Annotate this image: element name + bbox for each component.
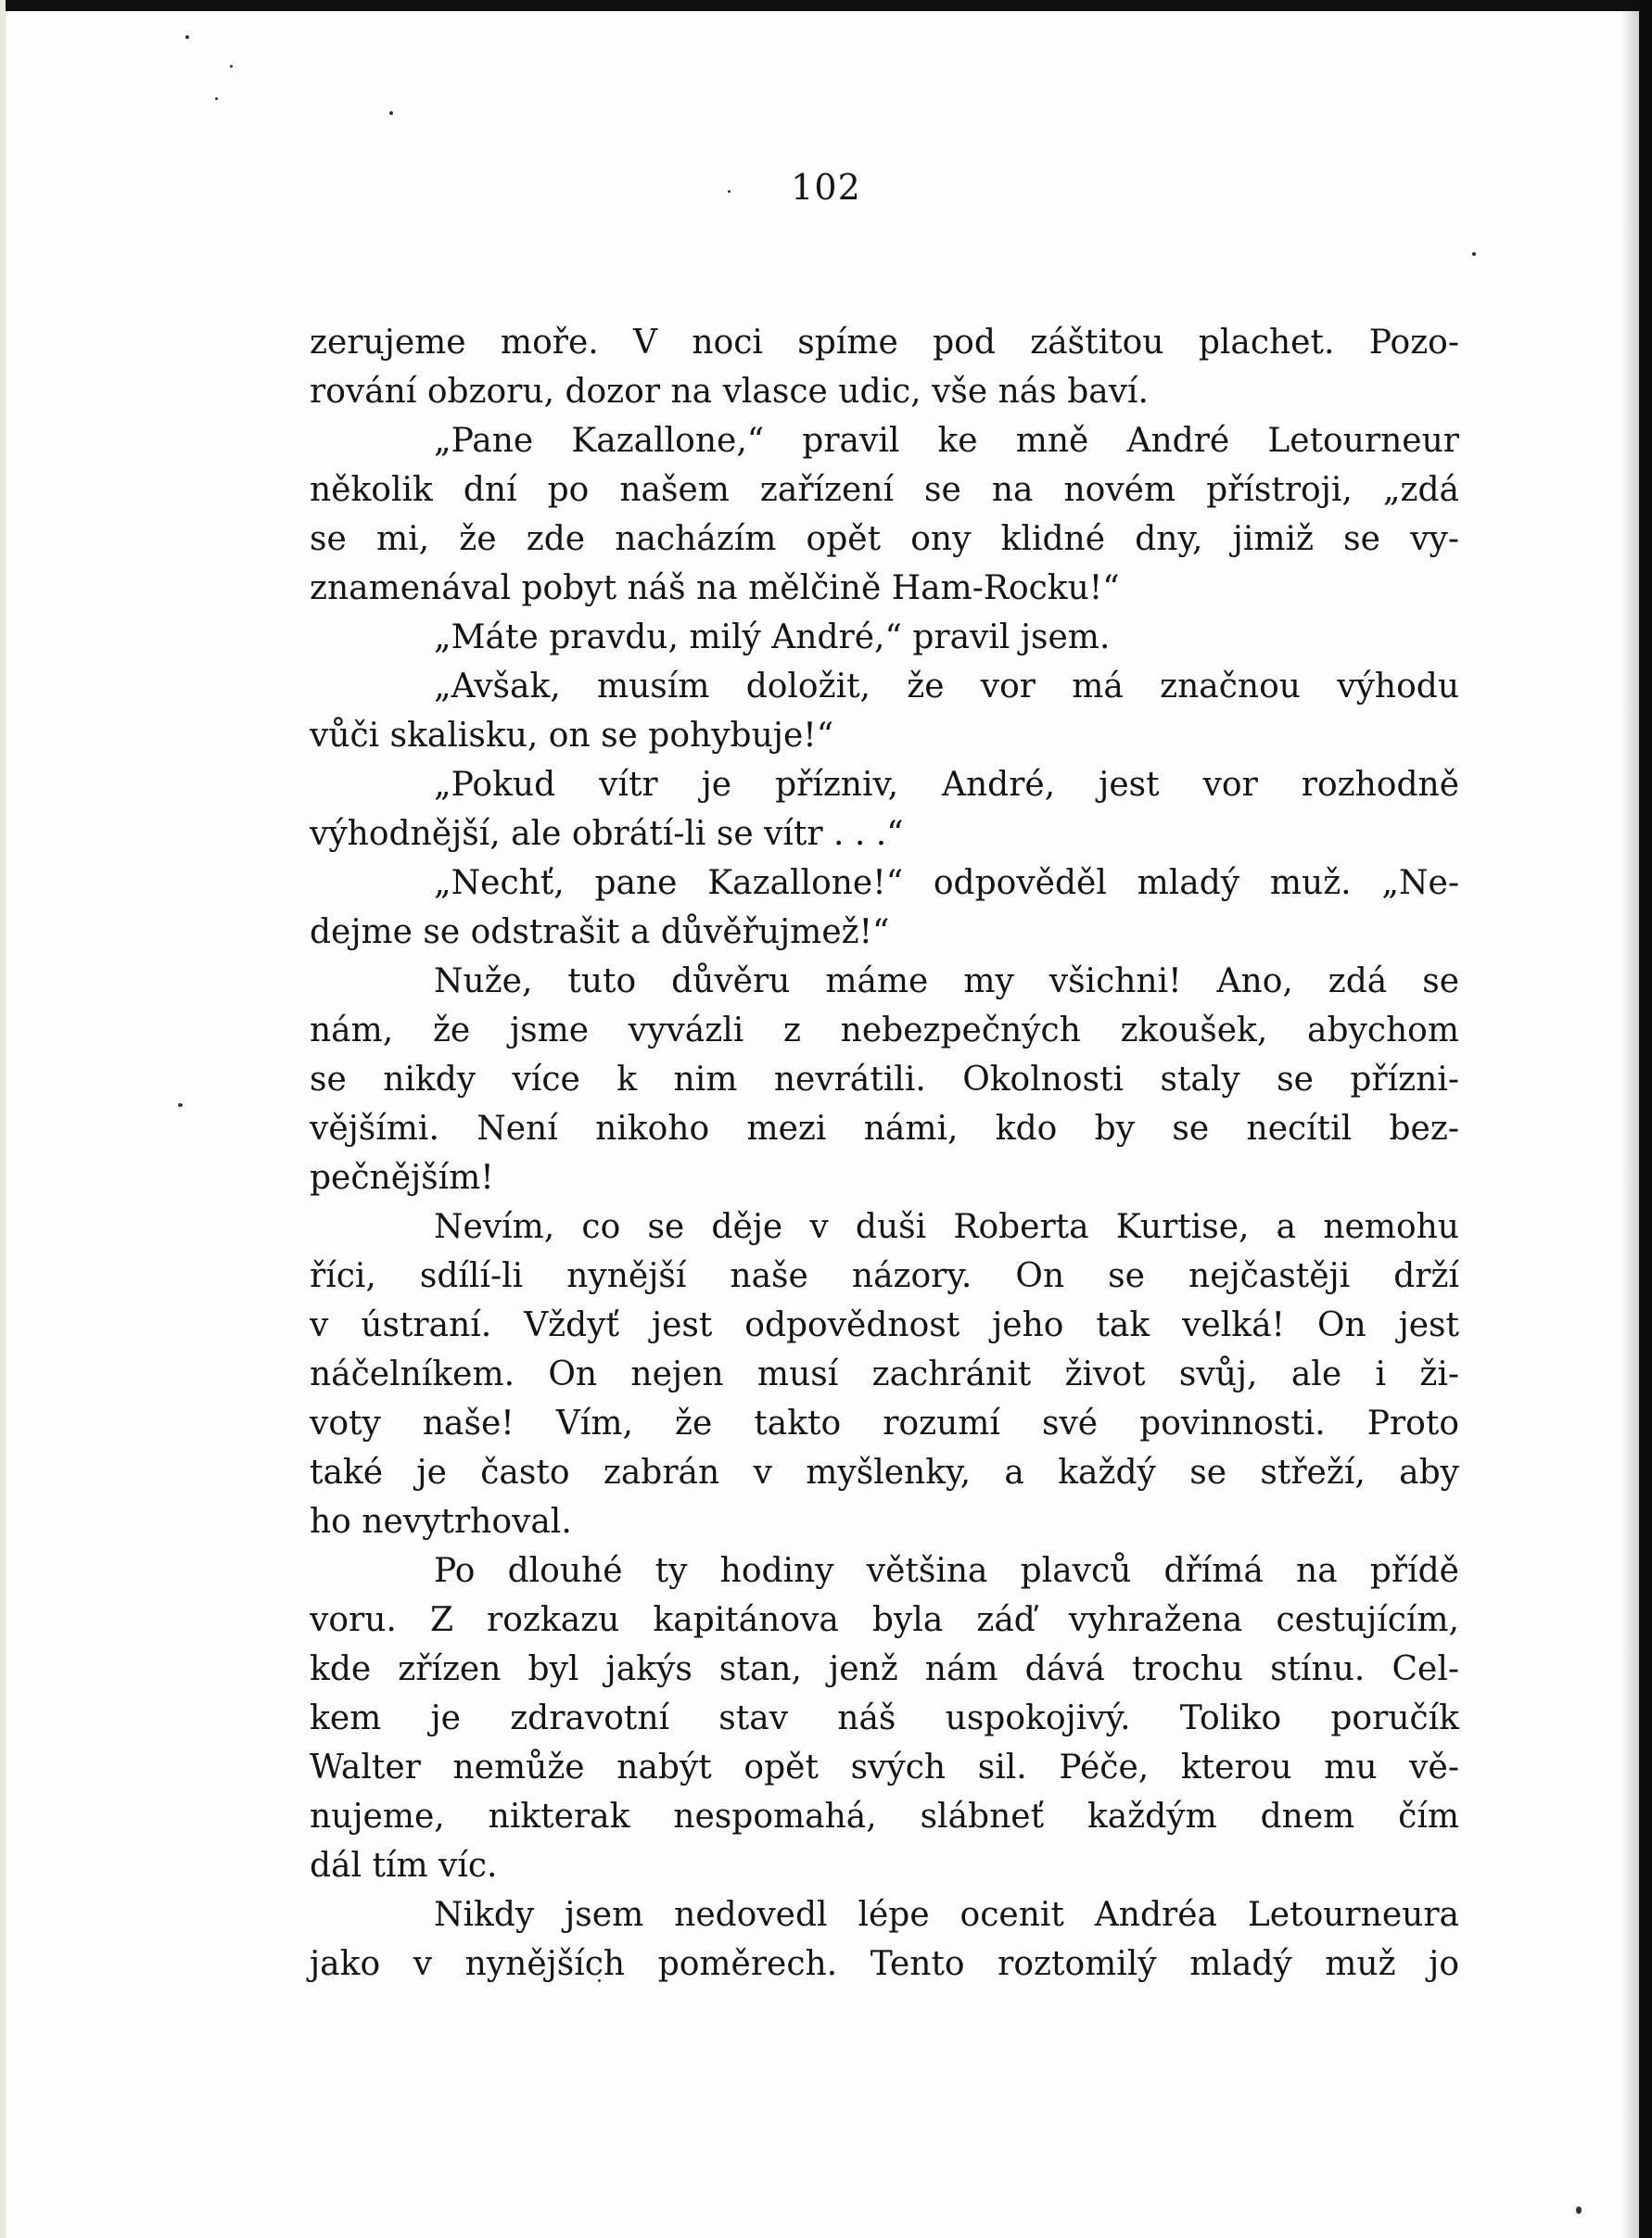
scan-border-left bbox=[0, 0, 6, 2238]
text-line: několik dní po našem zařízení se na novém přístroji, „zdá bbox=[310, 471, 1459, 509]
text-line: nujeme, nikterak nespomahá, slábneť každým dnem čím bbox=[310, 1798, 1459, 1836]
text-line: jako v nynějších poměrech. Tento roztomilý mladý muž jo bbox=[310, 1945, 1459, 1983]
text-line: také je často zabrán v myšlenky, a každý se střeží, aby bbox=[310, 1454, 1459, 1492]
text-line: v ústraní. Vždyť jest odpovědnost jeho tak velká! On jest bbox=[310, 1306, 1459, 1344]
text-line: výhodnější, ale obrátí-li se vítr . . .“ bbox=[310, 815, 904, 853]
text-line: vějšími. Není nikoho mezi námi, kdo by se necítil bez- bbox=[310, 1110, 1459, 1148]
scan-speck bbox=[1576, 2206, 1582, 2214]
text-line: voty naše! Vím, že takto rozumí své povinnosti. Proto bbox=[310, 1405, 1459, 1443]
text-line: dejme se odstrašit a důvěřujmež!“ bbox=[310, 913, 890, 951]
scan-speck bbox=[215, 97, 218, 100]
text-line: říci, sdílí-li nynější naše názory. On se nejčastěji drží bbox=[310, 1257, 1459, 1295]
text-line: „Nechť, pane Kazallone!“ odpověděl mladý muž. „Ne- bbox=[434, 864, 1459, 902]
scan-border-top bbox=[0, 0, 1652, 11]
text-line: Po dlouhé ty hodiny většina plavců dřímá na přídě bbox=[434, 1552, 1459, 1590]
text-line: vůči skalisku, on se pohybuje!“ bbox=[310, 717, 834, 755]
text-line: pečnějším! bbox=[310, 1159, 494, 1197]
scan-border-right bbox=[1639, 0, 1652, 2238]
body-text bbox=[310, 318, 1459, 1989]
text-line: Nuže, tuto důvěru máme my všichni! Ano, zdá se bbox=[434, 962, 1459, 1000]
scan-speck bbox=[185, 35, 189, 39]
text-line: se mi, že zde nacházím opět ony klidné dny, jimiž se vy- bbox=[310, 520, 1459, 558]
scan-shadow-right bbox=[1620, 0, 1639, 2238]
text-line: kem je zdravotní stav náš uspokojivý. Toliko poručík bbox=[310, 1699, 1459, 1737]
text-line: rování obzoru, dozor na vlasce udic, vše nás baví. bbox=[310, 373, 1149, 411]
text-line: „Pokud vítr je přízniv, André, jest vor rozhodně bbox=[434, 766, 1459, 804]
text-line: znamenával pobyt náš na mělčině Ham-Rocku!“ bbox=[310, 569, 1120, 607]
text-line: náčelníkem. On nejen musí zachránit život svůj, ale i ži- bbox=[310, 1355, 1459, 1393]
text-line: zerujeme moře. V noci spíme pod záštitou plachet. Pozo- bbox=[310, 324, 1459, 362]
page-number: 102 bbox=[791, 167, 861, 208]
text-line: Walter nemůže nabýt opět svých sil. Péče, kterou mu vě- bbox=[310, 1748, 1459, 1787]
text-line: Nevím, co se děje v duši Roberta Kurtise, a nemohu bbox=[434, 1208, 1459, 1246]
text-line: „Avšak, musím doložit, že vor má značnou výhodu bbox=[434, 668, 1459, 706]
text-line: nám, že jsme vyvázli z nebezpečných zkoušek, abychom bbox=[310, 1011, 1459, 1049]
scan-speck bbox=[178, 1103, 183, 1107]
scan-speck bbox=[389, 111, 393, 115]
scan-speck bbox=[230, 65, 233, 68]
text-line: „Máte pravdu, milý André,“ pravil jsem. bbox=[434, 618, 1111, 656]
text-line: „Pane Kazallone,“ pravil ke mně André Letourneur bbox=[434, 422, 1459, 460]
text-line: se nikdy více k nim nevrátili. Okolnosti staly se přízni- bbox=[310, 1061, 1459, 1099]
text-line: kde zřízen byl jakýs stan, jenž nám dává trochu stínu. Cel- bbox=[310, 1650, 1459, 1688]
text-line: ho nevytrhoval. bbox=[310, 1503, 572, 1541]
text-line: voru. Z rozkazu kapitánova byla záď vyhražena cestujícím, bbox=[310, 1601, 1459, 1639]
scan-speck bbox=[1472, 252, 1476, 256]
text-line: dál tím víc. bbox=[310, 1847, 498, 1885]
text-line: Nikdy jsem nedovedl lépe ocenit Andréa Letourneura bbox=[434, 1896, 1459, 1934]
